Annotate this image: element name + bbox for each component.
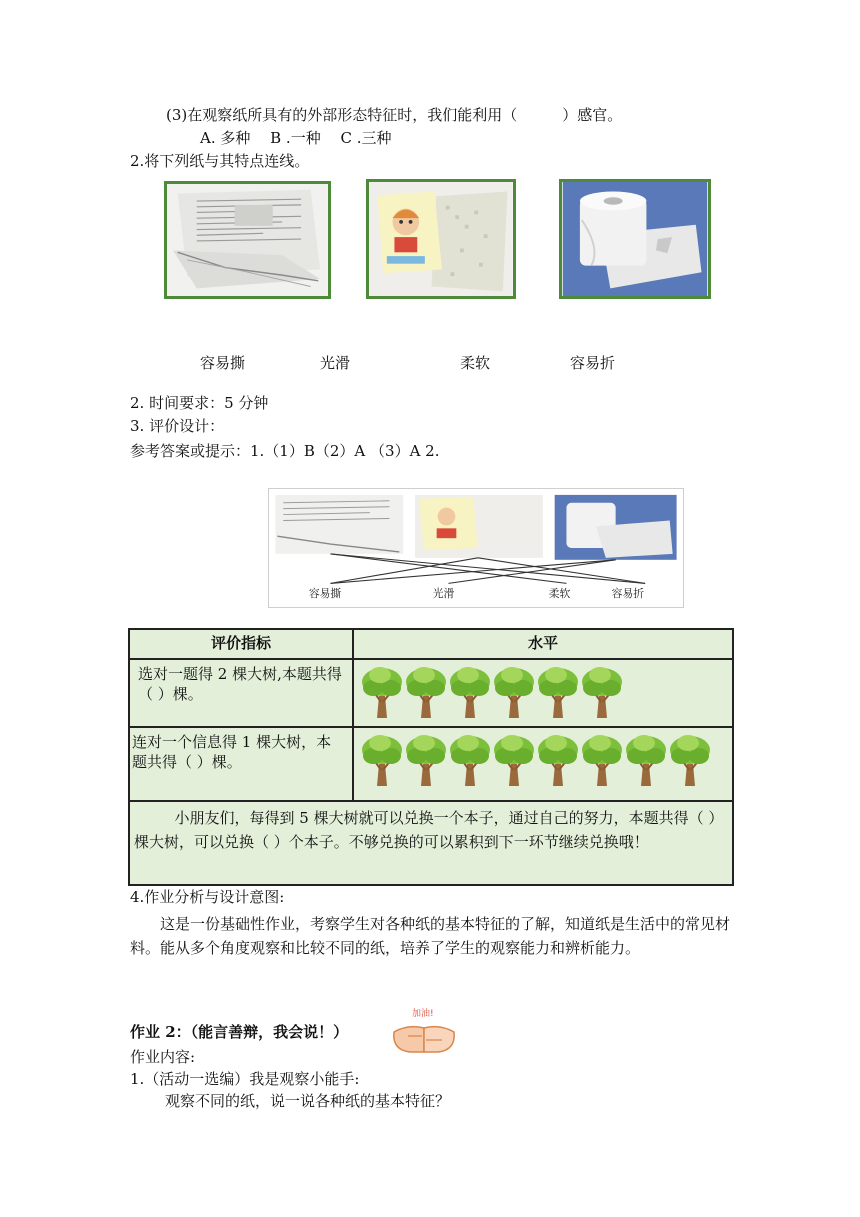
header-level: 水平: [353, 629, 733, 659]
tree-icon: [624, 730, 668, 788]
sticker-text: 加油!: [412, 1009, 434, 1019]
tree-rewards-row-2: [360, 728, 732, 788]
analysis-body: 这是一份基础性作业，考察学生对各种纸的基本特征的了解，知道纸是生活中的常见材料。能从多个角度观察和比较不同的纸，培养了学生的观察能力和辨析能力。: [130, 915, 731, 957]
tree-rewards-row-1: [360, 660, 732, 720]
homework-2-title: 作业 2：（能言善辩，我会说！）: [130, 1023, 349, 1041]
evaluation-table: [128, 628, 734, 886]
answer-matching-diagram: [269, 489, 683, 607]
activity-title: 1.（活动一选编）我是观察小能手:: [130, 1070, 360, 1088]
tree-icon: [580, 730, 624, 788]
toilet-paper-image: [559, 179, 711, 299]
answer-label-smooth: 光滑: [432, 587, 455, 601]
answer-label-soft: 柔软: [548, 587, 571, 601]
label-easy-tear: 容易撕: [200, 354, 246, 372]
newspaper-image: [164, 181, 331, 299]
criteria-row-1: 选对一题得 2 棵大树,本题共得（ ）棵。: [129, 659, 353, 727]
criteria-row-2: 连对一个信息得 1 棵大树，本题共得（ ）棵。: [129, 727, 353, 801]
tree-icon: [448, 662, 492, 720]
tree-icon: [580, 662, 624, 720]
answer-image: [268, 488, 684, 608]
label-smooth: 光滑: [320, 354, 351, 372]
fist-bump-sticker: [388, 1002, 460, 1058]
question-3: (3)在观察纸所具有的外部形态特征时，我们能利用（ ）感官。: [166, 106, 623, 124]
tree-icon: [360, 662, 404, 720]
tree-icon: [404, 662, 448, 720]
header-criteria: 评价指标: [129, 629, 353, 659]
tree-icon: [492, 730, 536, 788]
analysis-title: 4.作业分析与设计意图:: [130, 888, 285, 906]
answer-label-easy-fold: 容易折: [611, 587, 645, 601]
activity-task: 观察不同的纸，说一说各种纸的基本特征？: [165, 1092, 451, 1110]
newspaper-illustration: [167, 184, 328, 296]
tree-icon: [360, 730, 404, 788]
exchange-note: 小朋友们，每得到 5 棵大树就可以兑换一个本子，通过自己的努力，本题共得（ ）棵大树，可以兑换（ ）个本子。不够兑换的可以累积到下一环节继续兑换哦！: [129, 801, 733, 885]
picture-book-image: [366, 179, 516, 299]
question-3-options: A. 多种 B .一种 C .三种: [200, 129, 392, 147]
evaluation-design: 3. 评价设计：: [130, 417, 225, 435]
tree-icon: [404, 730, 448, 788]
tree-icon: [448, 730, 492, 788]
time-requirement: 2. 时间要求：5 分钟: [130, 394, 269, 412]
level-row-1: [353, 659, 733, 727]
answer-label-easy-tear: 容易撕: [308, 587, 342, 601]
picture-book-illustration: [369, 182, 513, 296]
tree-icon: [668, 730, 712, 788]
tree-icon: [492, 662, 536, 720]
question-2-title: 2.将下列纸与其特点连线。: [130, 152, 310, 170]
tree-icon: [536, 662, 580, 720]
fist-bump-icon: [388, 1002, 460, 1058]
tree-icon: [536, 730, 580, 788]
label-soft: 柔软: [460, 354, 491, 372]
toilet-paper-illustration: [562, 182, 708, 296]
homework-content-label: 作业内容:: [130, 1048, 196, 1066]
answer-hint: 参考答案或提示：1.（1）B（2）A （3）A 2.: [130, 442, 440, 460]
level-row-2: [353, 727, 733, 801]
label-easy-fold: 容易折: [570, 354, 616, 372]
